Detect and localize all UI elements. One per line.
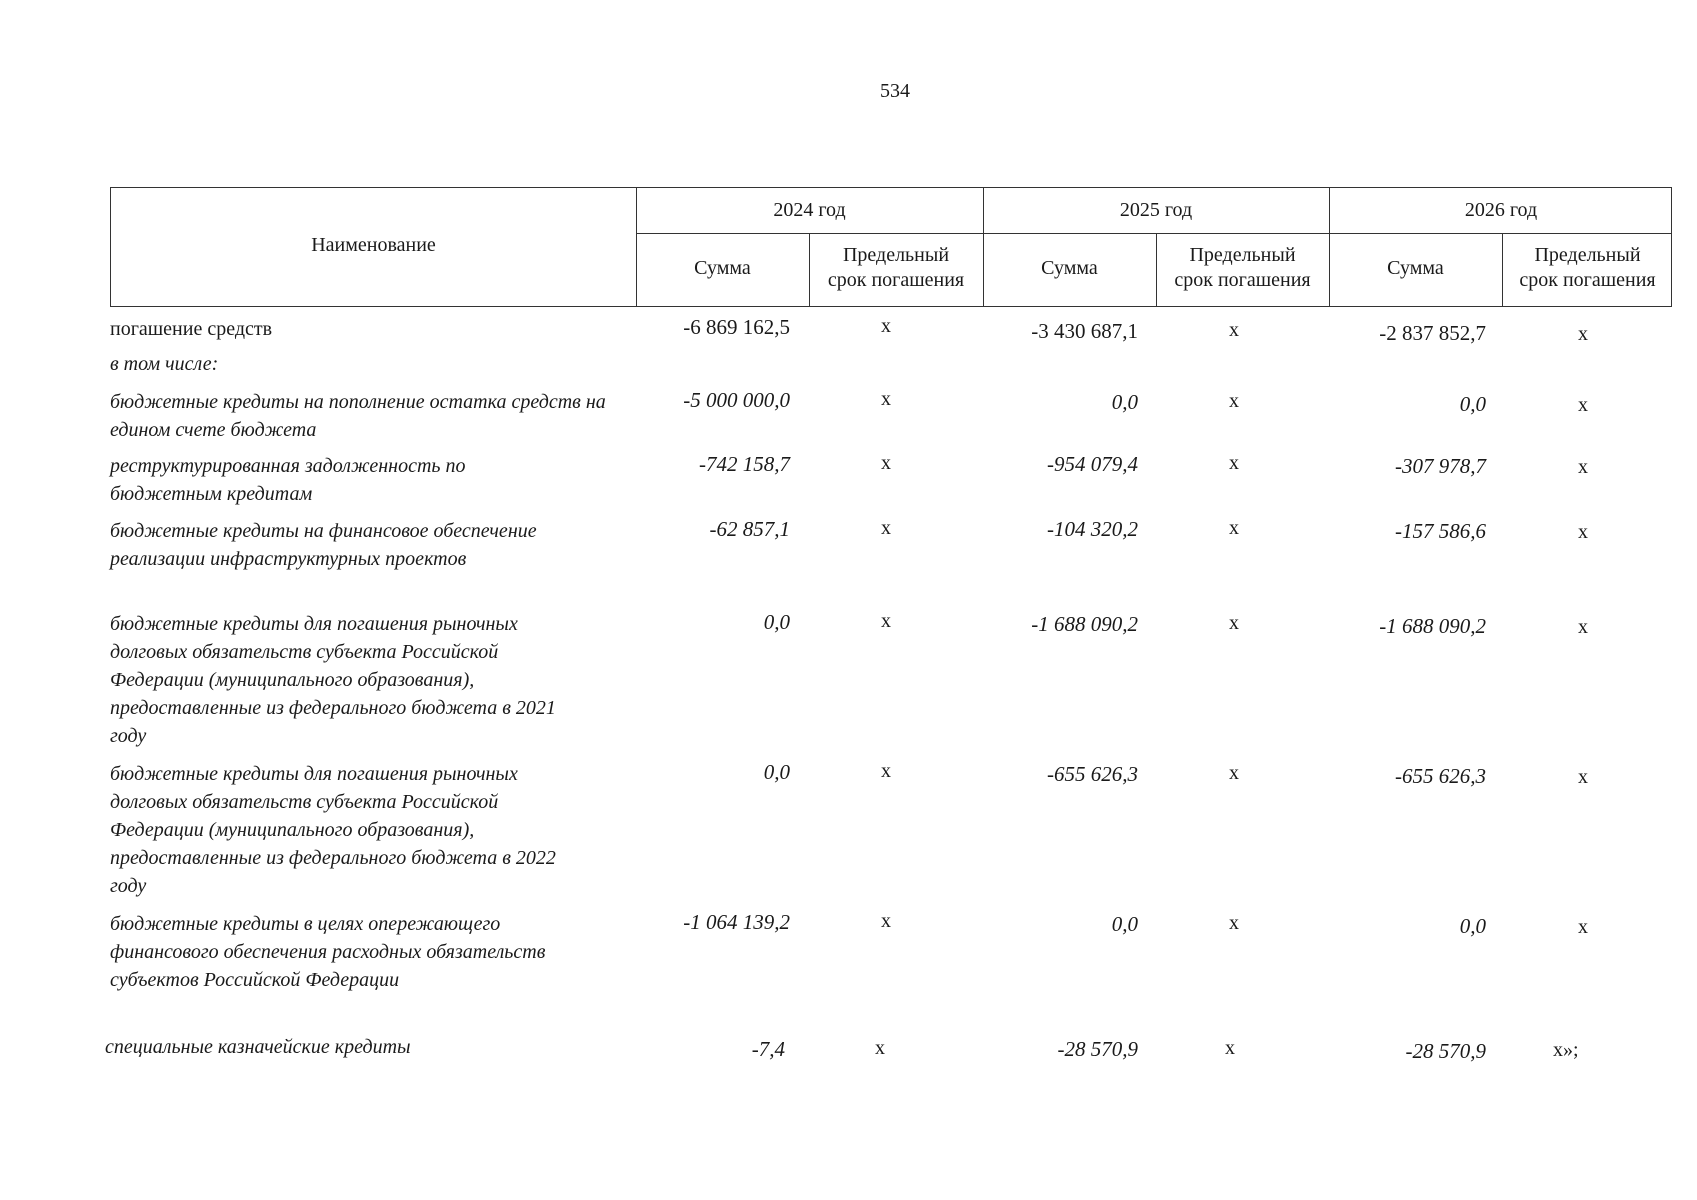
row-name: бюджетные кредиты в целях опережающего финансового обеспечения расходных обязательств субъектов Российской Федерации xyxy=(110,913,546,991)
value-2025: -104 320,2 xyxy=(1047,517,1138,541)
term-2026: х»; xyxy=(1553,1039,1579,1061)
term-line2: срок погашения xyxy=(1519,269,1656,291)
value-2025: -1 688 090,2 xyxy=(1031,612,1138,636)
header-year-2026: 2026 год xyxy=(1464,199,1538,221)
term-2025: х xyxy=(1229,319,1239,341)
value-2025: -28 570,9 xyxy=(1057,1037,1138,1061)
page-number: 534 xyxy=(880,80,910,102)
row-name: бюджетные кредиты для погашения рыночных долговых обязательств субъекта Российской Федерации (муниципального образования), предоставленные из федерального бюджета в 2022 году xyxy=(110,763,556,897)
value-2025: -954 079,4 xyxy=(1047,452,1138,476)
term-2026: х xyxy=(1578,916,1588,938)
value-2024: 0,0 xyxy=(763,760,790,784)
value-2026: -1 688 090,2 xyxy=(1379,614,1486,638)
header-year-2024: 2024 год xyxy=(773,199,846,221)
row-name: погашение средств xyxy=(110,318,273,340)
value-2024: -5 000 000,0 xyxy=(683,388,790,412)
row-name: в том числе: xyxy=(110,353,219,375)
term-2024: х xyxy=(881,760,891,782)
value-2025: 0,0 xyxy=(1111,912,1138,936)
term-2026: х xyxy=(1578,616,1588,638)
term-2026: х xyxy=(1578,456,1588,478)
term-2025: х xyxy=(1229,517,1239,539)
term-line2: срок погашения xyxy=(1174,269,1311,291)
value-2025: -655 626,3 xyxy=(1047,762,1138,786)
value-2026: -2 837 852,7 xyxy=(1379,321,1486,345)
value-2026: -307 978,7 xyxy=(1395,454,1486,478)
table-header xyxy=(110,187,1672,307)
term-2025: х xyxy=(1229,912,1239,934)
row-name: специальные казначейские кредиты xyxy=(105,1036,411,1058)
value-2026: 0,0 xyxy=(1459,392,1486,416)
value-2024: -7,4 xyxy=(751,1037,785,1061)
value-2026: 0,0 xyxy=(1459,914,1486,938)
row-name: реструктурированная задолженность по бюджетным кредитам xyxy=(110,455,466,505)
header-sum-2024: Сумма xyxy=(694,257,751,279)
term-2025: х xyxy=(1229,612,1239,634)
term-2024: х xyxy=(875,1037,885,1059)
header-name: Наименование xyxy=(311,234,436,256)
header-sum-2026: Сумма xyxy=(1387,257,1444,279)
term-2024: х xyxy=(881,517,891,539)
value-2026: -655 626,3 xyxy=(1395,764,1486,788)
header-sum-2025: Сумма xyxy=(1041,257,1098,279)
header-term-2026 xyxy=(1502,243,1673,293)
value-2026: -28 570,9 xyxy=(1405,1039,1486,1063)
value-2024: -6 869 162,5 xyxy=(683,315,790,339)
value-2024: -742 158,7 xyxy=(699,452,790,476)
term-line2: срок погашения xyxy=(827,269,965,291)
term-2024: х xyxy=(881,452,891,474)
term-2026: х xyxy=(1578,323,1588,345)
term-line1: Предельный xyxy=(1189,244,1296,266)
value-2026: -157 586,6 xyxy=(1395,519,1486,543)
header-term-2024 xyxy=(809,243,983,293)
term-line1: Предельный xyxy=(842,244,950,266)
term-2026: х xyxy=(1578,394,1588,416)
row-name: бюджетные кредиты для погашения рыночных долговых обязательств субъекта Российской Федерации (муниципального образования), предоставленные из федерального бюджета в 2021 году xyxy=(110,613,556,747)
term-2024: х xyxy=(881,910,891,932)
value-2025: -3 430 687,1 xyxy=(1031,319,1138,343)
term-line1: Предельный xyxy=(1534,244,1641,266)
value-2024: -1 064 139,2 xyxy=(683,910,790,934)
value-2024: 0,0 xyxy=(763,610,790,634)
term-2024: х xyxy=(881,610,891,632)
term-2025: х xyxy=(1229,762,1239,784)
row-name: бюджетные кредиты на пополнение остатка средств на едином счете бюджета xyxy=(110,391,606,441)
value-2024: -62 857,1 xyxy=(709,517,790,541)
term-2026: х xyxy=(1578,521,1588,543)
term-2025: х xyxy=(1229,452,1239,474)
header-year-2025: 2025 год xyxy=(1119,199,1193,221)
row-name: бюджетные кредиты на финансовое обеспечение реализации инфраструктурных проектов xyxy=(110,520,537,570)
term-2025: х xyxy=(1229,390,1239,412)
term-2025: х xyxy=(1225,1037,1235,1059)
term-2026: х xyxy=(1578,766,1588,788)
value-2025: 0,0 xyxy=(1111,390,1138,414)
term-2024: х xyxy=(881,388,891,410)
header-term-2025 xyxy=(1156,243,1329,293)
term-2024: х xyxy=(881,315,891,337)
